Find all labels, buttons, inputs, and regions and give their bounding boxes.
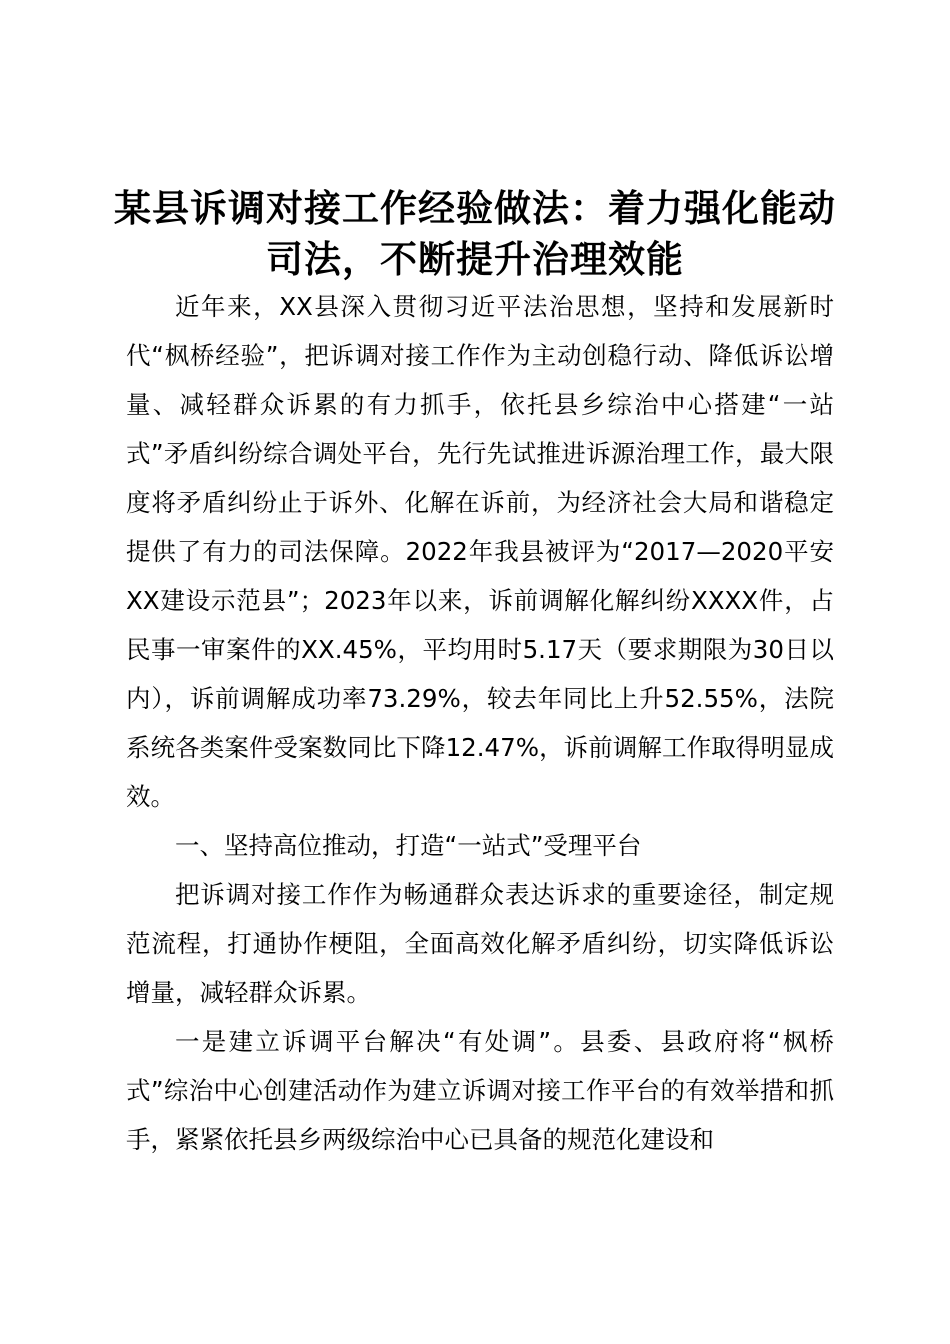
paragraph-intro: 近年来，XX县深入贯彻习近平法治思想，坚持和发展新时代“枫桥经验”，把诉调对接工作作为主动创稳行动、降低诉讼增量、减轻群众诉累的有力抓手，依托县乡综治中心搭建“一站式”矛盾纠纷综合调处平台，先行先试推进诉源治理工作，最大限度将矛盾纠纷止于诉外、化解在诉前，为经济社会大局和谐稳定提供了有力的司法保障。2022年我县被评为“2017—2020平安XX建设示范县”；2023年以来，诉前调解化解纠纷XXXX件，占民事一审案件的XX.45%，平均用时5.17天（要求期限为30日以内），诉前调解成功率73.29%，较去年同比上升52.55%，法院系统各类案件受案数同比下降12.47%，诉前调解工作取得明显成效。 bbox=[126, 292, 834, 811]
paragraph-point-1: 一是建立诉调平台解决“有处调”。县委、县政府将“枫桥式”综治中心创建活动作为建立诉调对接工作平台的有效举措和抓手，紧紧依托县乡两级综治中心已具备的规范化建设和 bbox=[126, 1027, 834, 1154]
paragraph-section-1-intro: 把诉调对接工作作为畅通群众表达诉求的重要途径，制定规范流程，打通协作梗阻，全面高效化解矛盾纠纷，切实降低诉讼增量，减轻群众诉累。 bbox=[126, 880, 834, 1007]
section-heading-1: 一、坚持高位推动，打造“一站式”受理平台 bbox=[175, 831, 642, 860]
document-title: 某县诉调对接工作经验做法：着力强化能动司法，不断提升治理效能 bbox=[114, 186, 836, 281]
document-body bbox=[126, 282, 834, 1164]
